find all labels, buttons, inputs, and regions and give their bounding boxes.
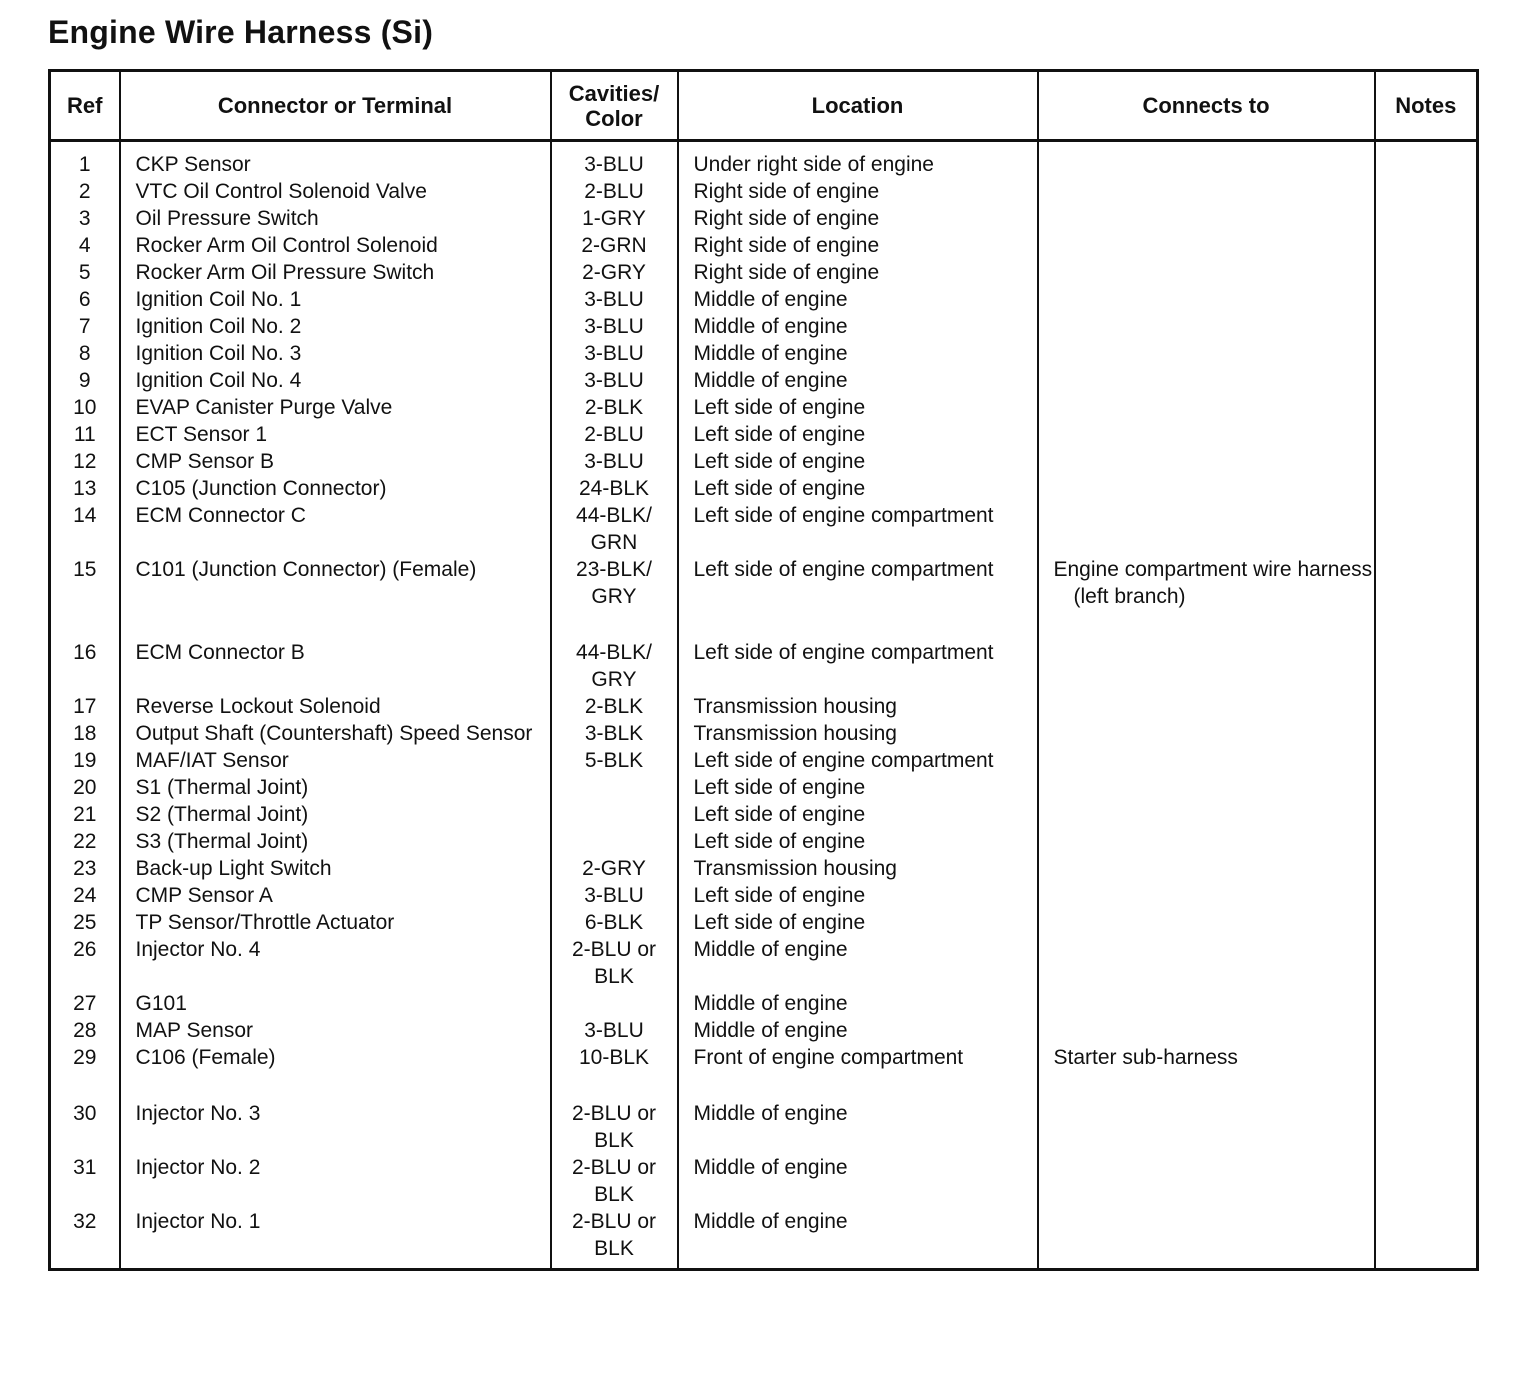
notes-cell bbox=[1375, 774, 1478, 801]
notes-cell bbox=[1375, 421, 1478, 448]
connector-cell-text: Injector No. 4 bbox=[135, 938, 261, 961]
connector-cell-text: Ignition Coil No. 3 bbox=[135, 342, 302, 365]
notes-cell bbox=[1375, 990, 1478, 1017]
connector-cell-text: MAF/IAT Sensor bbox=[135, 749, 289, 772]
table-header-row bbox=[50, 71, 1478, 141]
ref-cell: 25 bbox=[50, 909, 120, 936]
table-row bbox=[50, 1208, 1478, 1270]
cavities-cell: 2-BLU or BLK bbox=[551, 1100, 678, 1154]
cavities-cell: 44-BLK/ GRN bbox=[551, 502, 678, 556]
notes-cell bbox=[1375, 855, 1478, 882]
location-cell: Left side of engine bbox=[678, 475, 1038, 502]
ref-cell: 22 bbox=[50, 828, 120, 855]
connects-to-cell bbox=[1038, 502, 1375, 556]
connector-cell-text: C106 (Female) bbox=[135, 1046, 276, 1069]
cavities-cell: 2-BLU bbox=[551, 178, 678, 205]
connects-to-cell bbox=[1038, 448, 1375, 475]
header-cavities: Cavities/ Color bbox=[551, 71, 678, 141]
header-connects-to: Connects to bbox=[1038, 71, 1375, 141]
notes-cell bbox=[1375, 205, 1478, 232]
table-row bbox=[50, 448, 1478, 475]
connector-cell bbox=[120, 475, 551, 502]
connects-to-cell bbox=[1038, 720, 1375, 747]
connects-to-cell bbox=[1038, 990, 1375, 1017]
cavities-cell: 3-BLU bbox=[551, 313, 678, 340]
connector-cell bbox=[120, 855, 551, 882]
ref-cell: 20 bbox=[50, 774, 120, 801]
connector-cell bbox=[120, 367, 551, 394]
location-cell: Right side of engine bbox=[678, 178, 1038, 205]
connects-to-cell bbox=[1038, 313, 1375, 340]
connects-to-cell bbox=[1038, 774, 1375, 801]
table-row bbox=[50, 286, 1478, 313]
table-row bbox=[50, 340, 1478, 367]
connector-cell bbox=[120, 693, 551, 720]
connects-to-cell bbox=[1038, 1154, 1375, 1208]
location-cell: Left side of engine bbox=[678, 394, 1038, 421]
ref-cell: 24 bbox=[50, 882, 120, 909]
connector-cell bbox=[120, 421, 551, 448]
cavities-cell: 44-BLK/ GRY bbox=[551, 639, 678, 693]
cavities-cell bbox=[551, 774, 678, 801]
connector-cell bbox=[120, 313, 551, 340]
connector-cell-text: S1 (Thermal Joint) bbox=[135, 776, 309, 799]
location-cell: Left side of engine bbox=[678, 774, 1038, 801]
connector-cell-text: Back-up Light Switch bbox=[135, 857, 332, 880]
ref-cell: 18 bbox=[50, 720, 120, 747]
connects-to-cell bbox=[1038, 178, 1375, 205]
notes-cell bbox=[1375, 313, 1478, 340]
cavities-cell: 3-BLU bbox=[551, 286, 678, 313]
table-row bbox=[50, 367, 1478, 394]
cavities-cell: 3-BLU bbox=[551, 882, 678, 909]
ref-cell: 15 bbox=[50, 556, 120, 639]
connector-cell bbox=[120, 990, 551, 1017]
connects-to-cell bbox=[1038, 855, 1375, 882]
connector-cell bbox=[120, 502, 551, 556]
cavities-cell: 2-BLU or BLK bbox=[551, 1154, 678, 1208]
location-cell: Right side of engine bbox=[678, 205, 1038, 232]
notes-cell bbox=[1375, 178, 1478, 205]
notes-cell bbox=[1375, 693, 1478, 720]
connector-cell bbox=[120, 232, 551, 259]
location-cell: Left side of engine bbox=[678, 882, 1038, 909]
ref-cell: 9 bbox=[50, 367, 120, 394]
table-body bbox=[50, 141, 1478, 1270]
table-row bbox=[50, 801, 1478, 828]
connector-cell-text: EVAP Canister Purge Valve bbox=[135, 396, 393, 419]
connects-to-cell bbox=[1038, 1044, 1375, 1100]
connector-cell bbox=[120, 340, 551, 367]
connector-cell bbox=[120, 774, 551, 801]
notes-cell bbox=[1375, 828, 1478, 855]
location-cell: Left side of engine compartment bbox=[678, 747, 1038, 774]
connects-to-cell bbox=[1038, 394, 1375, 421]
location-cell: Transmission housing bbox=[678, 693, 1038, 720]
table-row bbox=[50, 475, 1478, 502]
notes-cell bbox=[1375, 909, 1478, 936]
table-row bbox=[50, 693, 1478, 720]
notes-cell bbox=[1375, 1100, 1478, 1154]
connector-cell-text: CMP Sensor A bbox=[135, 884, 273, 907]
header-location: Location bbox=[678, 71, 1038, 141]
connector-cell-text: Ignition Coil No. 4 bbox=[135, 369, 302, 392]
connects-to-cell bbox=[1038, 1208, 1375, 1270]
ref-cell: 30 bbox=[50, 1100, 120, 1154]
connector-cell bbox=[120, 394, 551, 421]
connects-to-cell bbox=[1038, 639, 1375, 693]
notes-cell bbox=[1375, 448, 1478, 475]
location-cell: Middle of engine bbox=[678, 1154, 1038, 1208]
connects-to-cell bbox=[1038, 693, 1375, 720]
ref-cell: 8 bbox=[50, 340, 120, 367]
table-row bbox=[50, 747, 1478, 774]
table-row bbox=[50, 205, 1478, 232]
cavities-cell: 10-BLK bbox=[551, 1044, 678, 1100]
connector-cell bbox=[120, 205, 551, 232]
ref-cell: 16 bbox=[50, 639, 120, 693]
location-cell: Left side of engine compartment bbox=[678, 502, 1038, 556]
cavities-cell: 2-BLK bbox=[551, 394, 678, 421]
cavities-cell: 2-GRY bbox=[551, 855, 678, 882]
connector-cell bbox=[120, 1208, 551, 1270]
connector-cell-text: S3 (Thermal Joint) bbox=[135, 830, 309, 853]
table-row bbox=[50, 639, 1478, 693]
connector-cell-text: TP Sensor/Throttle Actuator bbox=[135, 911, 395, 934]
cavities-cell: 3-BLU bbox=[551, 448, 678, 475]
ref-cell: 29 bbox=[50, 1044, 120, 1100]
notes-cell bbox=[1375, 340, 1478, 367]
cavities-cell bbox=[551, 801, 678, 828]
connector-cell-text: S2 (Thermal Joint) bbox=[135, 803, 309, 826]
location-cell: Middle of engine bbox=[678, 936, 1038, 990]
location-cell: Transmission housing bbox=[678, 720, 1038, 747]
connector-cell-text: Rocker Arm Oil Pressure Switch bbox=[135, 261, 435, 284]
cavities-cell: 2-BLU or BLK bbox=[551, 936, 678, 990]
ref-cell: 3 bbox=[50, 205, 120, 232]
connector-cell bbox=[120, 1017, 551, 1044]
ref-cell: 21 bbox=[50, 801, 120, 828]
connector-cell bbox=[120, 936, 551, 990]
cavities-cell: 3-BLU bbox=[551, 340, 678, 367]
ref-cell: 32 bbox=[50, 1208, 120, 1270]
connector-cell-text: Output Shaft (Countershaft) Speed Sensor bbox=[135, 722, 533, 745]
location-cell: Left side of engine bbox=[678, 828, 1038, 855]
connector-cell-text: Rocker Arm Oil Control Solenoid bbox=[135, 234, 438, 257]
connector-cell-text: MAP Sensor bbox=[135, 1019, 253, 1042]
page-title: Engine Wire Harness (Si) bbox=[48, 14, 434, 50]
header-connector: Connector or Terminal bbox=[120, 71, 551, 141]
location-cell: Left side of engine compartment bbox=[678, 639, 1038, 693]
connector-cell-text: Reverse Lockout Solenoid bbox=[135, 695, 381, 718]
location-cell: Middle of engine bbox=[678, 340, 1038, 367]
location-cell: Left side of engine bbox=[678, 421, 1038, 448]
location-cell: Transmission housing bbox=[678, 855, 1038, 882]
cavities-cell: 5-BLK bbox=[551, 747, 678, 774]
connects-to-cell bbox=[1038, 882, 1375, 909]
table-row bbox=[50, 720, 1478, 747]
location-cell: Middle of engine bbox=[678, 990, 1038, 1017]
location-cell: Left side of engine bbox=[678, 448, 1038, 475]
table-row bbox=[50, 502, 1478, 556]
connects-to-cell bbox=[1038, 259, 1375, 286]
table-row bbox=[50, 232, 1478, 259]
location-cell: Left side of engine bbox=[678, 801, 1038, 828]
table-row bbox=[50, 1154, 1478, 1208]
connects-to-cell bbox=[1038, 475, 1375, 502]
table-row bbox=[50, 1100, 1478, 1154]
table-row bbox=[50, 421, 1478, 448]
cavities-cell: 1-GRY bbox=[551, 205, 678, 232]
connects-to-cell bbox=[1038, 1017, 1375, 1044]
table-row bbox=[50, 909, 1478, 936]
connector-cell bbox=[120, 1154, 551, 1208]
location-cell: Middle of engine bbox=[678, 286, 1038, 313]
cavities-cell: 6-BLK bbox=[551, 909, 678, 936]
ref-cell: 23 bbox=[50, 855, 120, 882]
location-cell: Middle of engine bbox=[678, 367, 1038, 394]
ref-cell: 11 bbox=[50, 421, 120, 448]
connector-cell-text: Oil Pressure Switch bbox=[135, 207, 319, 230]
connects-to-cell bbox=[1038, 936, 1375, 990]
connector-cell bbox=[120, 1044, 551, 1100]
cavities-cell: 2-BLU bbox=[551, 421, 678, 448]
notes-cell bbox=[1375, 367, 1478, 394]
connector-cell-text: Injector No. 2 bbox=[135, 1156, 261, 1179]
notes-cell bbox=[1375, 141, 1478, 179]
notes-cell bbox=[1375, 259, 1478, 286]
connector-cell bbox=[120, 828, 551, 855]
table-row bbox=[50, 936, 1478, 990]
ref-cell: 12 bbox=[50, 448, 120, 475]
notes-cell bbox=[1375, 882, 1478, 909]
notes-cell bbox=[1375, 556, 1478, 639]
notes-cell bbox=[1375, 936, 1478, 990]
connector-cell-text: Ignition Coil No. 1 bbox=[135, 288, 302, 311]
connects-to-cell bbox=[1038, 141, 1375, 179]
connector-cell-text: Ignition Coil No. 2 bbox=[135, 315, 302, 338]
notes-cell bbox=[1375, 1208, 1478, 1270]
notes-cell bbox=[1375, 502, 1478, 556]
table-row bbox=[50, 990, 1478, 1017]
table-row bbox=[50, 141, 1478, 179]
ref-cell: 13 bbox=[50, 475, 120, 502]
location-cell: Middle of engine bbox=[678, 313, 1038, 340]
notes-cell bbox=[1375, 286, 1478, 313]
notes-cell bbox=[1375, 1154, 1478, 1208]
location-cell: Under right side of engine bbox=[678, 141, 1038, 179]
connector-cell-text: ECM Connector B bbox=[135, 641, 305, 664]
connector-cell bbox=[120, 448, 551, 475]
location-cell: Middle of engine bbox=[678, 1100, 1038, 1154]
cavities-cell: 2-GRY bbox=[551, 259, 678, 286]
connector-cell-text: VTC Oil Control Solenoid Valve bbox=[135, 180, 427, 203]
connector-cell bbox=[120, 909, 551, 936]
table-row bbox=[50, 1044, 1478, 1100]
connects-to-cell bbox=[1038, 556, 1375, 639]
cavities-cell bbox=[551, 828, 678, 855]
notes-cell bbox=[1375, 232, 1478, 259]
connects-to-cell-text: Starter sub-harness bbox=[1053, 1046, 1238, 1069]
harness-table bbox=[48, 69, 1479, 1271]
table-row bbox=[50, 178, 1478, 205]
cavities-cell bbox=[551, 990, 678, 1017]
ref-cell: 7 bbox=[50, 313, 120, 340]
table-row bbox=[50, 259, 1478, 286]
ref-cell: 4 bbox=[50, 232, 120, 259]
cavities-cell: 23-BLK/ GRY bbox=[551, 556, 678, 639]
connector-cell bbox=[120, 141, 551, 179]
table-row bbox=[50, 1017, 1478, 1044]
header-ref: Ref bbox=[50, 71, 120, 141]
connects-to-cell bbox=[1038, 801, 1375, 828]
ref-cell: 1 bbox=[50, 141, 120, 179]
cavities-cell: 24-BLK bbox=[551, 475, 678, 502]
connector-cell bbox=[120, 747, 551, 774]
connects-to-cell bbox=[1038, 340, 1375, 367]
notes-cell bbox=[1375, 639, 1478, 693]
notes-cell bbox=[1375, 747, 1478, 774]
connector-cell bbox=[120, 286, 551, 313]
ref-cell: 19 bbox=[50, 747, 120, 774]
notes-cell bbox=[1375, 475, 1478, 502]
table-row bbox=[50, 855, 1478, 882]
location-cell: Middle of engine bbox=[678, 1017, 1038, 1044]
connector-cell bbox=[120, 720, 551, 747]
location-cell: Right side of engine bbox=[678, 232, 1038, 259]
cavities-cell: 3-BLU bbox=[551, 367, 678, 394]
connector-cell bbox=[120, 556, 551, 639]
notes-cell bbox=[1375, 720, 1478, 747]
connector-cell-text: C101 (Junction Connector) (Female) bbox=[135, 558, 477, 581]
connects-to-cell bbox=[1038, 1100, 1375, 1154]
table-row bbox=[50, 556, 1478, 639]
ref-cell: 5 bbox=[50, 259, 120, 286]
notes-cell bbox=[1375, 1044, 1478, 1100]
ref-cell: 14 bbox=[50, 502, 120, 556]
location-cell: Right side of engine bbox=[678, 259, 1038, 286]
connects-to-cell bbox=[1038, 286, 1375, 313]
connector-cell bbox=[120, 178, 551, 205]
connects-to-cell bbox=[1038, 909, 1375, 936]
table-row bbox=[50, 394, 1478, 421]
notes-cell bbox=[1375, 801, 1478, 828]
notes-cell bbox=[1375, 394, 1478, 421]
cavities-cell: 3-BLU bbox=[551, 1017, 678, 1044]
connector-cell bbox=[120, 639, 551, 693]
ref-cell: 17 bbox=[50, 693, 120, 720]
connects-to-cell bbox=[1038, 367, 1375, 394]
connector-cell-text: C105 (Junction Connector) bbox=[135, 477, 387, 500]
location-cell: Left side of engine compartment bbox=[678, 556, 1038, 639]
ref-cell: 31 bbox=[50, 1154, 120, 1208]
header-notes: Notes bbox=[1375, 71, 1478, 141]
location-cell: Front of engine compartment bbox=[678, 1044, 1038, 1100]
cavities-cell: 3-BLU bbox=[551, 141, 678, 179]
table-row bbox=[50, 313, 1478, 340]
location-cell: Middle of engine bbox=[678, 1208, 1038, 1270]
ref-cell: 27 bbox=[50, 990, 120, 1017]
connector-cell-text: G101 bbox=[135, 992, 187, 1015]
ref-cell: 28 bbox=[50, 1017, 120, 1044]
connects-to-cell bbox=[1038, 421, 1375, 448]
notes-cell bbox=[1375, 1017, 1478, 1044]
connects-to-cell-text: Engine compartment wire harness (left branch) bbox=[1053, 558, 1373, 608]
connects-to-cell bbox=[1038, 828, 1375, 855]
location-cell: Left side of engine bbox=[678, 909, 1038, 936]
connector-cell-text: Injector No. 3 bbox=[135, 1102, 261, 1125]
connector-cell bbox=[120, 1100, 551, 1154]
connector-cell-text: CMP Sensor B bbox=[135, 450, 274, 473]
cavities-cell: 3-BLK bbox=[551, 720, 678, 747]
connects-to-cell bbox=[1038, 747, 1375, 774]
ref-cell: 26 bbox=[50, 936, 120, 990]
connector-cell-text: Injector No. 1 bbox=[135, 1210, 261, 1233]
connector-cell-text: CKP Sensor bbox=[135, 153, 251, 176]
connects-to-cell bbox=[1038, 232, 1375, 259]
connector-cell-text: ECM Connector C bbox=[135, 504, 306, 527]
cavities-cell: 2-GRN bbox=[551, 232, 678, 259]
cavities-cell: 2-BLU or BLK bbox=[551, 1208, 678, 1270]
cavities-cell: 2-BLK bbox=[551, 693, 678, 720]
ref-cell: 2 bbox=[50, 178, 120, 205]
ref-cell: 6 bbox=[50, 286, 120, 313]
connector-cell-text: ECT Sensor 1 bbox=[135, 423, 268, 446]
connector-cell bbox=[120, 882, 551, 909]
connects-to-cell bbox=[1038, 205, 1375, 232]
ref-cell: 10 bbox=[50, 394, 120, 421]
connector-cell bbox=[120, 801, 551, 828]
table-row bbox=[50, 828, 1478, 855]
connector-cell bbox=[120, 259, 551, 286]
table-row bbox=[50, 882, 1478, 909]
table-row bbox=[50, 774, 1478, 801]
